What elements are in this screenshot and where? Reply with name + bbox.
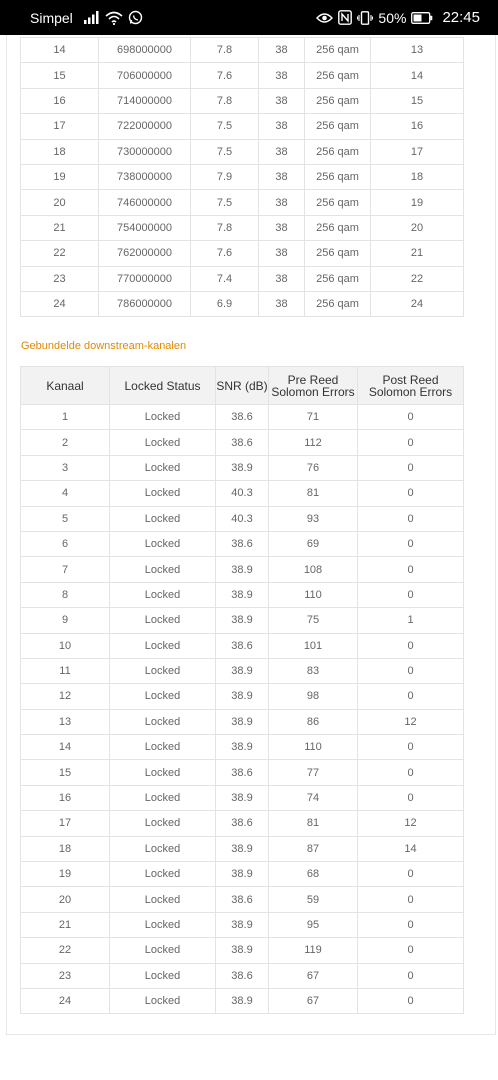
table-row [21,735,464,760]
table-row [21,241,464,266]
cell-snr: 38.6 [216,633,269,658]
cell-locked-status: Locked [110,658,216,683]
cell-post-rs-errors: 12 [358,709,464,734]
cell-locked-status: Locked [110,862,216,887]
cell-power: 7.6 [191,63,259,88]
cell-pre-rs-errors: 87 [269,836,358,861]
cell-locked-status: Locked [110,455,216,480]
cell-channel-id: 18 [371,164,464,189]
cell-locked-status: Locked [110,531,216,556]
cell-snr: 38.9 [216,735,269,760]
cell-post-rs-errors: 0 [358,405,464,430]
cell-snr: 38.9 [216,684,269,709]
table-row [21,938,464,963]
cell-kanaal: 8 [21,582,110,607]
cell-post-rs-errors: 1 [358,608,464,633]
cell-pre-rs-errors: 75 [269,608,358,633]
cell-post-rs-errors: 0 [358,506,464,531]
cell-channel-id: 22 [371,266,464,291]
cell-snr: 38.9 [216,608,269,633]
cell-frequency: 714000000 [99,88,191,113]
cell-modulation: 256 qam [305,164,371,189]
table-row [21,38,464,63]
cell-pre-rs-errors: 71 [269,405,358,430]
cell-locked-status: Locked [110,887,216,912]
table-row [21,215,464,240]
cell-snr: 38.9 [216,785,269,810]
cell-snr: 38.9 [216,658,269,683]
cell-channel-id: 16 [371,114,464,139]
cell-post-rs-errors: 0 [358,684,464,709]
cell-post-rs-errors: 0 [358,455,464,480]
cell-pre-rs-errors: 119 [269,938,358,963]
col-header-pre-rs-errors: Pre Reed Solomon Errors [269,367,358,405]
table-row [21,582,464,607]
cell-post-rs-errors: 0 [358,633,464,658]
cell-power: 7.5 [191,139,259,164]
cell-pre-rs-errors: 68 [269,862,358,887]
table-row [21,139,464,164]
table-header-row [21,367,464,405]
wifi-icon [105,11,123,25]
cell-kanaal: 18 [21,836,110,861]
cell-snr: 38.9 [216,557,269,582]
cell-kanaal: 9 [21,608,110,633]
cell-kanaal: 14 [21,735,110,760]
table-row [21,887,464,912]
table-row [21,63,464,88]
vibrate-icon [357,11,373,25]
cell-pre-rs-errors: 101 [269,633,358,658]
cell-post-rs-errors: 0 [358,735,464,760]
table-row [21,531,464,556]
cell-channel-id: 15 [371,88,464,113]
cell-channel-id: 21 [371,241,464,266]
cell-pre-rs-errors: 108 [269,557,358,582]
cell-snr: 38.6 [216,963,269,988]
cell-channel: 24 [21,291,99,316]
cell-locked-status: Locked [110,963,216,988]
cell-modulation: 256 qam [305,241,371,266]
cell-pre-rs-errors: 86 [269,709,358,734]
cell-pre-rs-errors: 112 [269,430,358,455]
cell-frequency: 722000000 [99,114,191,139]
cell-snr: 38 [259,88,305,113]
cell-channel: 15 [21,63,99,88]
cell-snr: 38.6 [216,531,269,556]
table-row [21,608,464,633]
cell-pre-rs-errors: 67 [269,963,358,988]
cell-post-rs-errors: 0 [358,963,464,988]
cell-channel: 16 [21,88,99,113]
cell-snr: 38.9 [216,938,269,963]
table-row [21,430,464,455]
status-bar-left [30,10,143,26]
table-row [21,481,464,506]
cell-snr: 38 [259,139,305,164]
table-row [21,785,464,810]
cell-post-rs-errors: 0 [358,582,464,607]
cell-post-rs-errors: 0 [358,760,464,785]
cell-pre-rs-errors: 93 [269,506,358,531]
cell-modulation: 256 qam [305,114,371,139]
cell-snr: 38.6 [216,887,269,912]
cell-kanaal: 3 [21,455,110,480]
table-row [21,862,464,887]
cell-frequency: 754000000 [99,215,191,240]
cell-snr: 38 [259,63,305,88]
table-row [21,811,464,836]
cell-kanaal: 20 [21,887,110,912]
cell-snr: 40.3 [216,481,269,506]
cell-post-rs-errors: 0 [358,557,464,582]
table-row [21,266,464,291]
cell-snr: 38 [259,38,305,63]
table-row [21,506,464,531]
cell-modulation: 256 qam [305,291,371,316]
cell-snr: 38.6 [216,405,269,430]
cell-pre-rs-errors: 83 [269,658,358,683]
cell-channel: 14 [21,38,99,63]
bonded-downstream-table [20,366,464,1014]
bonded-table-body [21,405,464,1014]
cell-kanaal: 19 [21,862,110,887]
cell-kanaal: 17 [21,811,110,836]
cell-channel: 17 [21,114,99,139]
cell-snr: 38 [259,241,305,266]
cell-channel: 20 [21,190,99,215]
table-row [21,912,464,937]
cell-locked-status: Locked [110,735,216,760]
battery-icon [411,12,433,24]
cell-kanaal: 12 [21,684,110,709]
bonded-downstream-title: Gebundelde downstream-kanalen [21,340,187,352]
cell-frequency: 746000000 [99,190,191,215]
cell-locked-status: Locked [110,582,216,607]
cell-snr: 38.9 [216,582,269,607]
cell-power: 6.9 [191,291,259,316]
cell-modulation: 256 qam [305,190,371,215]
cell-snr: 38 [259,215,305,240]
cell-modulation: 256 qam [305,88,371,113]
cell-post-rs-errors: 0 [358,785,464,810]
cell-pre-rs-errors: 76 [269,455,358,480]
cell-power: 7.8 [191,215,259,240]
cell-post-rs-errors: 0 [358,481,464,506]
table-row [21,988,464,1013]
cell-snr: 38.6 [216,811,269,836]
cell-locked-status: Locked [110,608,216,633]
table-row [21,836,464,861]
table-row [21,114,464,139]
cell-pre-rs-errors: 95 [269,912,358,937]
cell-pre-rs-errors: 110 [269,582,358,607]
clock-time: 22:45 [442,9,480,26]
cell-channel-id: 13 [371,38,464,63]
cell-kanaal: 16 [21,785,110,810]
cell-post-rs-errors: 0 [358,988,464,1013]
cell-locked-status: Locked [110,709,216,734]
signal-icon [84,11,100,24]
cell-pre-rs-errors: 81 [269,481,358,506]
eye-icon [316,12,333,24]
whatsapp-icon [128,10,143,25]
table-row [21,760,464,785]
cell-pre-rs-errors: 77 [269,760,358,785]
cell-locked-status: Locked [110,988,216,1013]
cell-snr: 38 [259,190,305,215]
cell-post-rs-errors: 14 [358,836,464,861]
cell-kanaal: 1 [21,405,110,430]
cell-snr: 38.9 [216,836,269,861]
table-row [21,557,464,582]
table-row [21,658,464,683]
table-row [21,963,464,988]
cell-channel: 23 [21,266,99,291]
cell-pre-rs-errors: 81 [269,811,358,836]
cell-channel: 18 [21,139,99,164]
cell-channel-id: 19 [371,190,464,215]
cell-pre-rs-errors: 59 [269,887,358,912]
table-row [21,455,464,480]
table-row [21,88,464,113]
cell-pre-rs-errors: 98 [269,684,358,709]
cell-kanaal: 24 [21,988,110,1013]
cell-modulation: 256 qam [305,266,371,291]
cell-frequency: 730000000 [99,139,191,164]
cell-kanaal: 21 [21,912,110,937]
cell-kanaal: 4 [21,481,110,506]
cell-modulation: 256 qam [305,38,371,63]
cell-locked-status: Locked [110,430,216,455]
cell-modulation: 256 qam [305,63,371,88]
cell-kanaal: 10 [21,633,110,658]
cell-post-rs-errors: 0 [358,912,464,937]
cell-post-rs-errors: 0 [358,531,464,556]
table-row [21,709,464,734]
upstream-channel-table [20,37,464,317]
cell-snr: 40.3 [216,506,269,531]
cell-kanaal: 2 [21,430,110,455]
cell-power: 7.6 [191,241,259,266]
table-row [21,405,464,430]
cell-locked-status: Locked [110,405,216,430]
cell-locked-status: Locked [110,481,216,506]
cell-frequency: 786000000 [99,291,191,316]
cell-snr: 38 [259,266,305,291]
cell-locked-status: Locked [110,684,216,709]
table-row [21,190,464,215]
cell-kanaal: 13 [21,709,110,734]
col-header-kanaal: Kanaal [21,367,110,405]
cell-locked-status: Locked [110,557,216,582]
cell-snr: 38 [259,114,305,139]
cell-power: 7.9 [191,164,259,189]
cell-locked-status: Locked [110,760,216,785]
cell-post-rs-errors: 12 [358,811,464,836]
cell-frequency: 770000000 [99,266,191,291]
cell-modulation: 256 qam [305,139,371,164]
cell-locked-status: Locked [110,633,216,658]
table-row [21,164,464,189]
cell-channel: 21 [21,215,99,240]
cell-kanaal: 23 [21,963,110,988]
cell-locked-status: Locked [110,912,216,937]
cell-snr: 38.6 [216,430,269,455]
cell-kanaal: 22 [21,938,110,963]
cell-post-rs-errors: 0 [358,430,464,455]
table-row [21,684,464,709]
cell-pre-rs-errors: 67 [269,988,358,1013]
col-header-snr: SNR (dB) [216,367,269,405]
cell-post-rs-errors: 0 [358,862,464,887]
cell-channel-id: 24 [371,291,464,316]
cell-channel-id: 14 [371,63,464,88]
cell-locked-status: Locked [110,938,216,963]
cell-power: 7.5 [191,190,259,215]
cell-locked-status: Locked [110,506,216,531]
table-row [21,291,464,316]
cell-pre-rs-errors: 110 [269,735,358,760]
cell-channel: 22 [21,241,99,266]
cell-kanaal: 5 [21,506,110,531]
cell-channel-id: 17 [371,139,464,164]
cell-frequency: 738000000 [99,164,191,189]
cell-kanaal: 11 [21,658,110,683]
cell-snr: 38 [259,164,305,189]
status-bar-right [316,9,480,26]
cell-pre-rs-errors: 69 [269,531,358,556]
carrier-name: Simpel [30,9,73,26]
cell-snr: 38.9 [216,455,269,480]
cell-locked-status: Locked [110,785,216,810]
cell-snr: 38.9 [216,988,269,1013]
cell-snr: 38 [259,291,305,316]
col-header-locked-status: Locked Status [110,367,216,405]
cell-channel-id: 20 [371,215,464,240]
cell-frequency: 762000000 [99,241,191,266]
cell-post-rs-errors: 0 [358,658,464,683]
cell-kanaal: 15 [21,760,110,785]
upstream-table-body [21,38,464,317]
battery-percentage: 50% [378,9,407,26]
cell-power: 7.5 [191,114,259,139]
nfc-icon [338,10,352,25]
cell-pre-rs-errors: 74 [269,785,358,810]
status-bar [0,0,498,35]
cell-kanaal: 7 [21,557,110,582]
cell-snr: 38.9 [216,709,269,734]
cell-snr: 38.9 [216,862,269,887]
col-header-post-rs-errors: Post Reed Solomon Errors [358,367,464,405]
cell-power: 7.4 [191,266,259,291]
cell-frequency: 706000000 [99,63,191,88]
cell-locked-status: Locked [110,836,216,861]
cell-locked-status: Locked [110,811,216,836]
table-row [21,633,464,658]
cell-kanaal: 6 [21,531,110,556]
cell-modulation: 256 qam [305,215,371,240]
cell-post-rs-errors: 0 [358,938,464,963]
cell-frequency: 698000000 [99,38,191,63]
cell-power: 7.8 [191,88,259,113]
cell-power: 7.8 [191,38,259,63]
cell-snr: 38.9 [216,912,269,937]
cell-snr: 38.6 [216,760,269,785]
cell-post-rs-errors: 0 [358,887,464,912]
cell-channel: 19 [21,164,99,189]
